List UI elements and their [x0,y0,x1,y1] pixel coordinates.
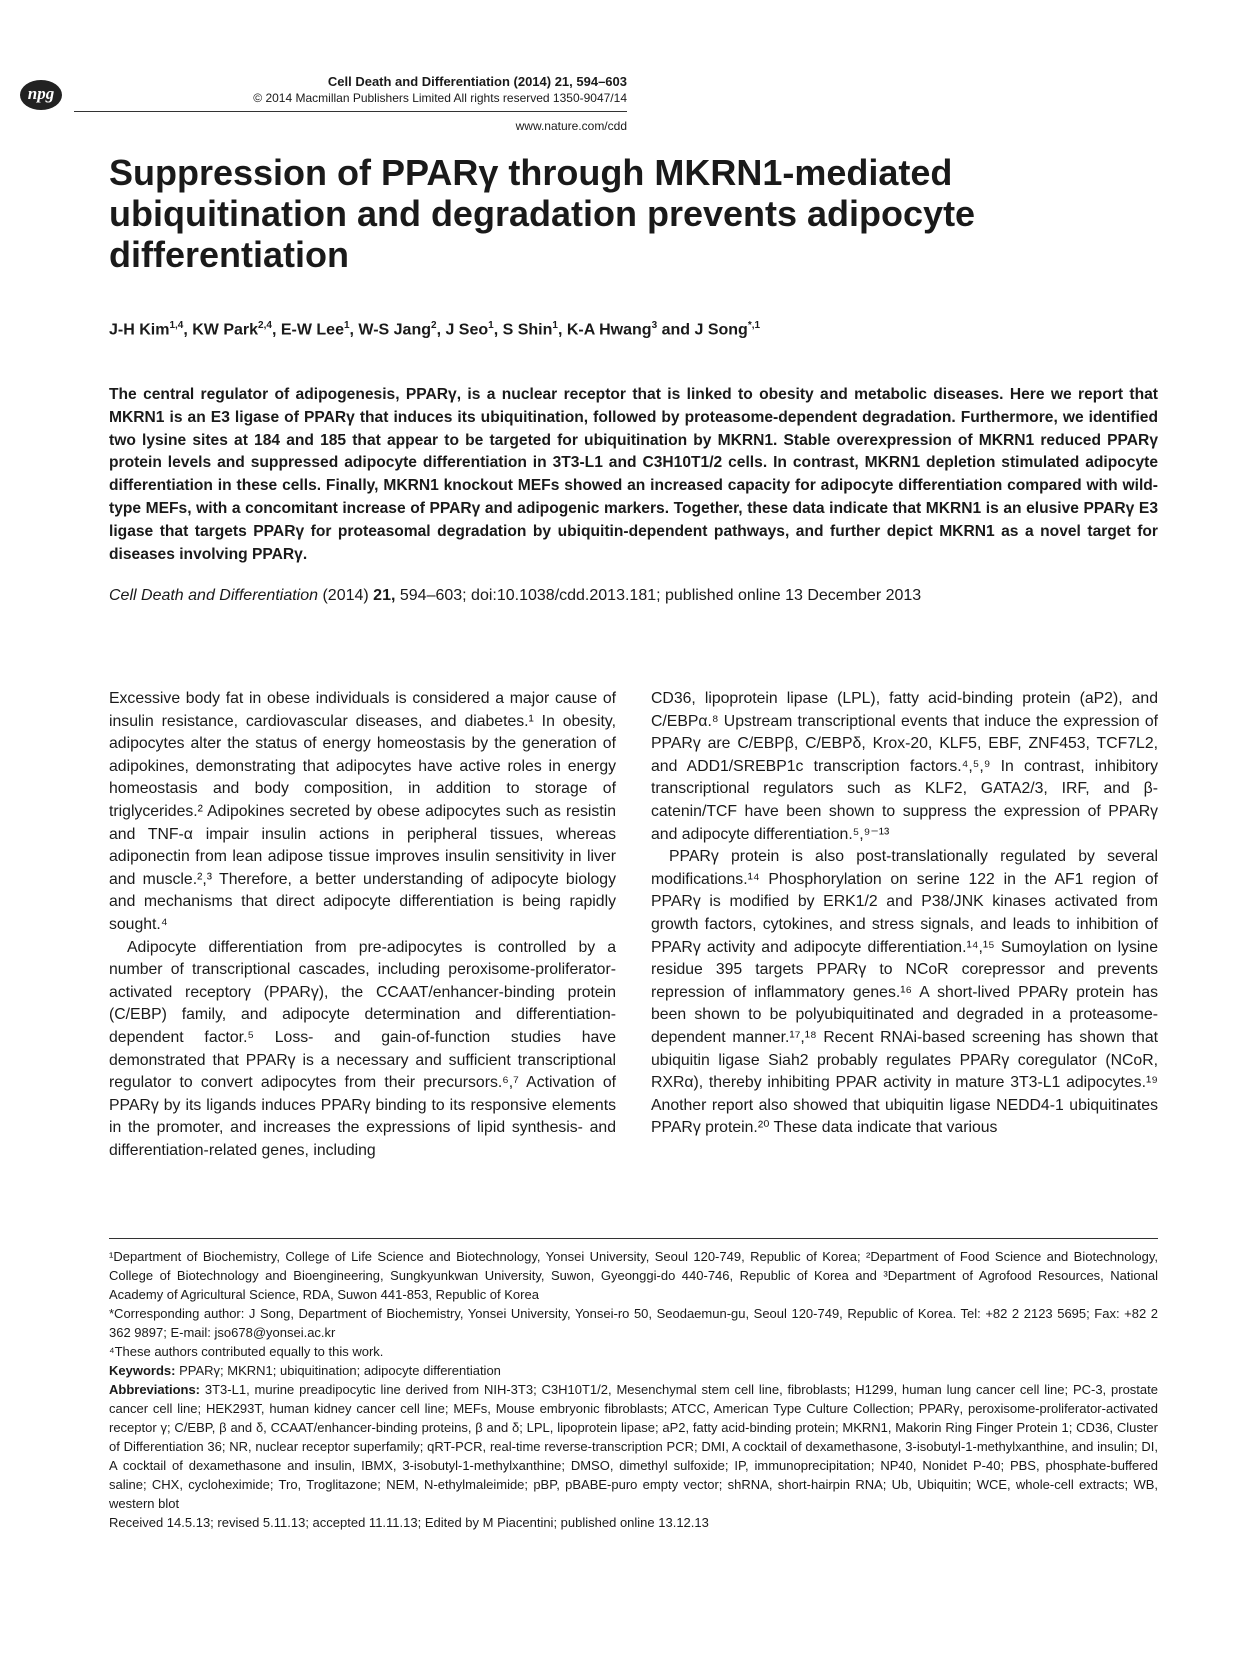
body-paragraph: Excessive body fat in obese individuals is considered a major cause of insulin resistance, cardiovascular diseases, and diabetes.¹ In obesity, adipocytes alter the status of energy homeostasis by the generation of adipokines, demonstrating that adipocytes have active roles in energy homeostasis and body composition, in addition to storage of triglycerides.² Adipokines secreted by obese adipocytes such as resistin and TNF-α impair insulin actions in peripheral tissues, whereas adiponectin from lean adipose tissue improves insulin sensitivity in liver and muscle.²,³ Therefore, a better understanding of adipocyte biology and mechanisms that direct adipocyte differentiation is being rapidly sought.⁴ [109,690,616,933]
abbreviations-text: 3T3-L1, murine preadipocytic line derived from NIH-3T3; C3H10T1/2, Mesenchymal stem cell line, fibroblasts; H1299, human lung cancer cell line; PC-3, prostate cancer cell line; HEK293T, human kidney cancer cell line; MEFs, Mouse embryonic fibroblasts; ATCC, American Type Culture Collection; PPARγ, peroxisome-proliferator-activated receptor γ; C/EBP, β and δ, CCAAT/enhancer-binding proteins, β and δ; LPL, lipoprotein lipase; aP2, fatty acid-binding protein; MKRN1, Makorin Ring Finger Protein 1; CD36, Cluster of Differentiation 36; NR, nuclear receptor superfamily; qRT-PCR, real-time reverse-transcription PCR; DMI, A cocktail of dexamethasone, 3-isobutyl-1-methylxanthine, and insulin; DI, A cocktail of dexamethasone and insulin, IBMX, 3-isobutyl-1-methylxanthine; DMSO, dimethyl sulfoxide; IP, immunoprecipitation; NP40, Nonidet P-40; PBS, phosphate-buffered saline; CHX, cycloheximide; Tro, Troglitazone; NEM, N-ethylmaleimide; pBP, pBABE-puro empty vector; shRNA, short-hairpin RNA; Ub, Ubiquitin; WCE, whole-cell extracts; WB, western blot [109,1382,1158,1511]
author-affiliation: 1 [552,320,558,331]
citation-volume: 21, [373,587,396,604]
abstract: The central regulator of adipogenesis, PPARγ, is a nuclear receptor that is linked to obesity and metabolic diseases. Here we report that MKRN1 is an E3 ligase of PPARγ that induces its ubiquitination, followed by proteasome-dependent degradation. Furthermore, we identified two lysine sites at 184 and 185 that appear to be targeted for ubiquitination by MKRN1. Stable overexpression of MKRN1 reduced PPARγ protein levels and suppressed adipocyte differentiation in 3T3-L1 and C3H10T1/2 cells. In contrast, MKRN1 depletion stimulated adipocyte differentiation in these cells. Finally, MKRN1 knockout MEFs showed an increased capacity for adipocyte differentiation compared with wild-type MEFs, with a concomitant increase of PPARγ and adipogenic markers. Together, these data indicate that MKRN1 is an elusive PPARγ E3 ligase that targets PPARγ for proteasomal degradation by ubiquitin-dependent pathways, and further depict MKRN1 as a novel target for diseases involving PPARγ. [109,386,1158,563]
author-affiliation: *,1 [747,320,761,331]
body-column-right [651,688,1158,1140]
keywords-label: Keywords: [109,1363,176,1378]
author: J Song [694,321,748,339]
journal-line: Cell Death and Differentiation (2014) 21, 594–603 [327,74,627,89]
author-affiliation: 1,4 [169,320,184,331]
author: J-H Kim [109,321,170,339]
author-affiliation: 2 [431,320,437,331]
body-column-left [109,688,616,1162]
author: E-W Lee [280,321,344,339]
npg-logo: npg [20,80,62,110]
body-paragraph: PPARγ protein is also post-translationally regulated by several modifications.¹⁴ Phosphorylation on serine 122 in the AF1 region of PPARγ is modified by ERK1/2 and P38/JNK kinases activated from growth factors, cytokines, and stress signals, and leads to inhibition of PPARγ activity and adipocyte differentiation.¹⁴,¹⁵ Sumoylation on lysine residue 395 targets PPARγ to NCoR corepressor and prevents repression of inflammatory genes.¹⁶ A short-lived PPARγ protein has been shown to be polyubiquitinated and degraded in a proteasome-dependent manner.¹⁷,¹⁸ Recent RNAi-based screening has shown that ubiquitin ligase Siah2 probably regulates PPARγ coregulator (NCoR, RXRα), thereby inhibiting PPAR activity in mature 3T3-L1 adipocytes.¹⁹ Another report also showed that ubiquitin ligase NEDD4-1 ubiquitinates PPARγ protein.²⁰ These data indicate that various [651,848,1158,1137]
author-affiliation: 1 [343,320,350,331]
keywords-text: PPARγ; MKRN1; ubiquitination; adipocyte differentiation [179,1363,501,1378]
footnote-rule [109,1238,1158,1239]
author: J Seo [445,321,489,339]
abbreviations [109,1380,1158,1513]
abbreviations-label: Abbreviations: [109,1382,201,1397]
copyright-line: © 2014 Macmillan Publishers Limited All rights reserved 1350-9047/14 [253,91,627,105]
citation-details: 594–603; doi:10.1038/cdd.2013.181; published online 13 December 2013 [399,587,922,604]
citation [109,587,921,605]
author-affiliation: 2,4 [258,320,272,331]
equal-contribution-note: ⁴These authors contributed equally to this work. [109,1344,384,1359]
author-affiliation: 3 [651,320,658,331]
article-title: Suppression of PPARγ through MKRN1-mediated ubiquitination and degradation prevents adipocyte differentiation [109,152,976,275]
keywords [109,1361,1158,1380]
footnotes [109,1247,1158,1532]
author-list: J-H Kim$^{1,4}$, KW Park$^{2,4}$, E-W Lee$^1$, W-S Jang$^2$, J Seo$^1$, S Shin$^1$, K-A Hwang$^3$ and J Song$^{*,1}$ [109,320,761,339]
citation-journal: Cell Death and Differentiation [109,587,319,604]
author: W-S Jang [358,321,431,339]
author: KW Park [192,321,259,339]
corresponding-author: *Corresponding author: J Song, Department of Biochemistry, Yonsei University, Yonsei-ro 50, Seodaemun-gu, Seoul 120-749, Republic of Korea. Tel: +82 2 2123 5695; Fax: +82 2 362 9897; E-mail: jso678@yonsei.ac.kr [109,1306,1158,1340]
citation-year: (2014) [322,587,369,604]
author: K-A Hwang [566,321,652,339]
received-dates: Received 14.5.13; revised 5.11.13; accepted 11.11.13; Edited by M Piacentini; published online 13.12.13 [109,1515,709,1530]
body-paragraph: CD36, lipoprotein lipase (LPL), fatty acid-binding protein (aP2), and C/EBPα.⁸ Upstream transcriptional events that induce the expression of PPARγ are C/EBPβ, C/EBPδ, Krox-20, KLF5, EBF, ZNF453, TCF7L2, and ADD1/SREBP1c transcription factors.⁴,⁵,⁹ In contrast, inhibitory transcriptional regulators such as KLF2, GATA2/3, IRF, and β-catenin/TCF have been shown to suppress the expression of PPARγ and adipocyte differentiation.⁵,⁹⁻¹³ [651,690,1158,843]
author-affiliation: 1 [488,320,494,331]
affiliations: ¹Department of Biochemistry, College of Life Science and Biotechnology, Yonsei University, Seoul 120-749, Republic of Korea; ²Department of Food Science and Biotechnology, College of Biotechnology and Bioengineering, Sungkyunkwan University, Suwon, Gyeonggi-do 440-746, Republic of Korea and ³Department of Agrofood Resources, National Academy of Agricultural Science, RDA, Suwon 441-853, Republic of Korea [109,1249,1158,1302]
body-paragraph: Adipocyte differentiation from pre-adipocytes is controlled by a number of transcriptional cascades, including peroxisome-proliferator-activated receptorγ (PPARγ), the CCAAT/enhancer-binding protein (C/EBP) family, and adipocyte determination and differentiation-dependent factor.⁵ Loss- and gain-of-function studies have demonstrated that PPARγ is a necessary and sufficient transcriptional regulator to convert adipocytes from their precursors.⁶,⁷ Activation of PPARγ by its ligands induces PPARγ binding to its responsive elements in the promoter, and increases the expressions of lipid synthesis- and differentiation-related genes, including [109,938,616,1159]
journal-url-link[interactable]: www.nature.com/cdd [515,119,627,133]
author: S Shin [502,321,553,339]
header-rule [74,111,627,112]
